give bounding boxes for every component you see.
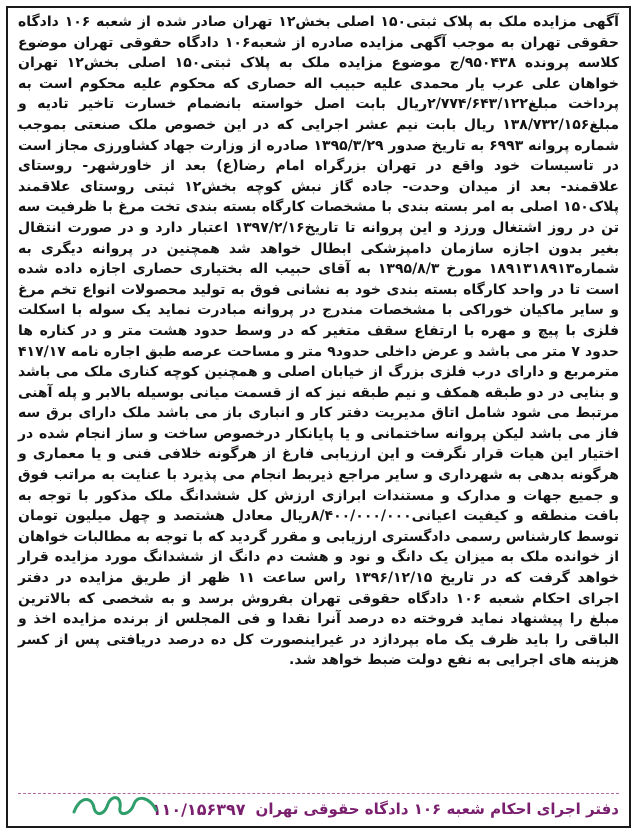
auction-notice: [6, 6, 631, 828]
issuing-office: دفتر اجرای احکام شعبه ۱۰۶ دادگاه حقوقی تهران: [255, 800, 619, 818]
notice-number: ۱۱۰/۱۵۶۳۹۷: [151, 799, 246, 819]
notice-body-text: آگهی مزایده ملک به پلاک ثبتی۱۵۰ اصلی بخش۱۲ تهران صادر شده از شعبه ۱۰۶ دادگاه حقوقی تهران به موجب آگهی مزایده صادره از شعبه۱۰۶ دادگاه حقوقی تهران موضوع کلاسه پرونده ۹۵۰۴۳۸/ج موضوع مزایده ملک به پلاک ثبتی۱۵۰ اصلی بخش۱۲ تهران خواهان علی عرب یار محمدی علیه حبیب اله حصاری که محکوم علیه محکوم است به پرداخت مبلغ۲/۷۷۴/۶۴۳/۱۲۲ریال بابت اصل خواسته بانضمام خسارت تاخیر تادیه و مبلغ۱۳۸/۷۳۲/۱۵۶ ریال بابت نیم عشر اجرایی که در این خصوص ملک صنعتی بموجب شماره پروانه ۶۹۹۳ به تاریخ صدور ۱۳۹۵/۳/۲۹ صادره از وزارت جهاد کشاورزی مجاز است در تاسیسات خود واقع در تهران بزرگراه امام رضا(ع) بعد از خاورشهر- روستای علاقمند- بعد از میدان وحدت- جاده گاز نبش کوچه بخش۱۲ ثبتی روستای علاقمند پلاک۱۵۰ اصلی به امر بسته بندی با مشخصات کارگاه بسته بندی تخت مرغ با ظرفیت سه تن در روز اشتغال ورزد و این پروانه تا تاریخ۱۳۹۷/۲/۱۶ اعتبار دارد و در صورت انتقال بغیر بدون اجازه سازمان دامپزشکی ابطال خواهد شد همچنین در پروانه دیگری به شماره۱۸۹۱۳۱۸۹۱۳ مورخ ۱۳۹۵/۸/۳ به آقای حبیب اله بختیاری حصاری اجازه داده شده است تا در واحد کارگاه بسته بندی خود به نشانی فوق به تولید محصولات انواع تخم مرغ و سایر ماکیان خوراکی با مشخصات مندرج در پروانه مبادرت نماید یک سوله با اسکلت فلزی با پیچ و مهره با ارتفاع سقف متغیر که در وسط حدود هشت متر و در کناره ها حدود ۷ متر می باشد و عرض داخلی حدود۹ متر و مساحت عرصه طبق اجاره نامه ۴۱۷/۱۷ مترمربع و دارای درب فلزی بزرگ از خیابان اصلی و همچنین کوچه کناری ملک می باشد و بنایی در دو طبقه همکف و نیم طبقه نیز که از قسمت میانی بوسیله بالابر و پله آهنی مرتبط می شود شامل اتاق مدیریت دفتر کار و انباری باز می باشد ملک دارای برق سه فاز می باشد لیکن پروانه ساختمانی و یا پایانکار درخصوص ساخت و ساز انجام شده در اختیار این هیات قرار نگرفت و این ارزیابی فارغ از هرگونه خلافی فنی و یا معماری و هرگونه بدهی به شهرداری و سایر مراجع ذیربط انجام می پذیرد با عنایت به مراتب فوق و جمیع جهات و مدارک و مستندات ابرازی ارزش کل ششدانگ ملک مذکور با توجه به بافت منطقه و کیفیت اعیانی۸/۴۰۰/۰۰۰/۰۰۰ریال معادل هشتصد و چهل میلیون تومان توسط کارشناس رسمی دادگستری ارزیابی و مقرر گردید که با توجه به مطالبات خواهان از خوانده ملک به میزان یک دانگ و نود و هشت دم دانگ از ششدانگ مورد مزایده قرار خواهد گرفت که در تاریخ ۱۳۹۶/۱۲/۱۵ راس ساعت ۱۱ ظهر از طریق مزایده در دفتر اجرای احکام شعبه ۱۰۶ دادگاه حقوقی تهران بفروش برسد و به شخصی که بالاترین مبلغ را پیشنهاد نماید فروخته ده درصد آنرا نقدا و فی المجلس از برنده مزایده اخذ و الباقی را باید ظرف یک ماه بپردازد در غیراینصورت کل ده درصد دریافتی پس از کسر هزینه های اجرایی به نفع دولت ضبط خواهد شد.: [18, 14, 620, 669]
handwritten-mark-icon: [70, 790, 160, 820]
